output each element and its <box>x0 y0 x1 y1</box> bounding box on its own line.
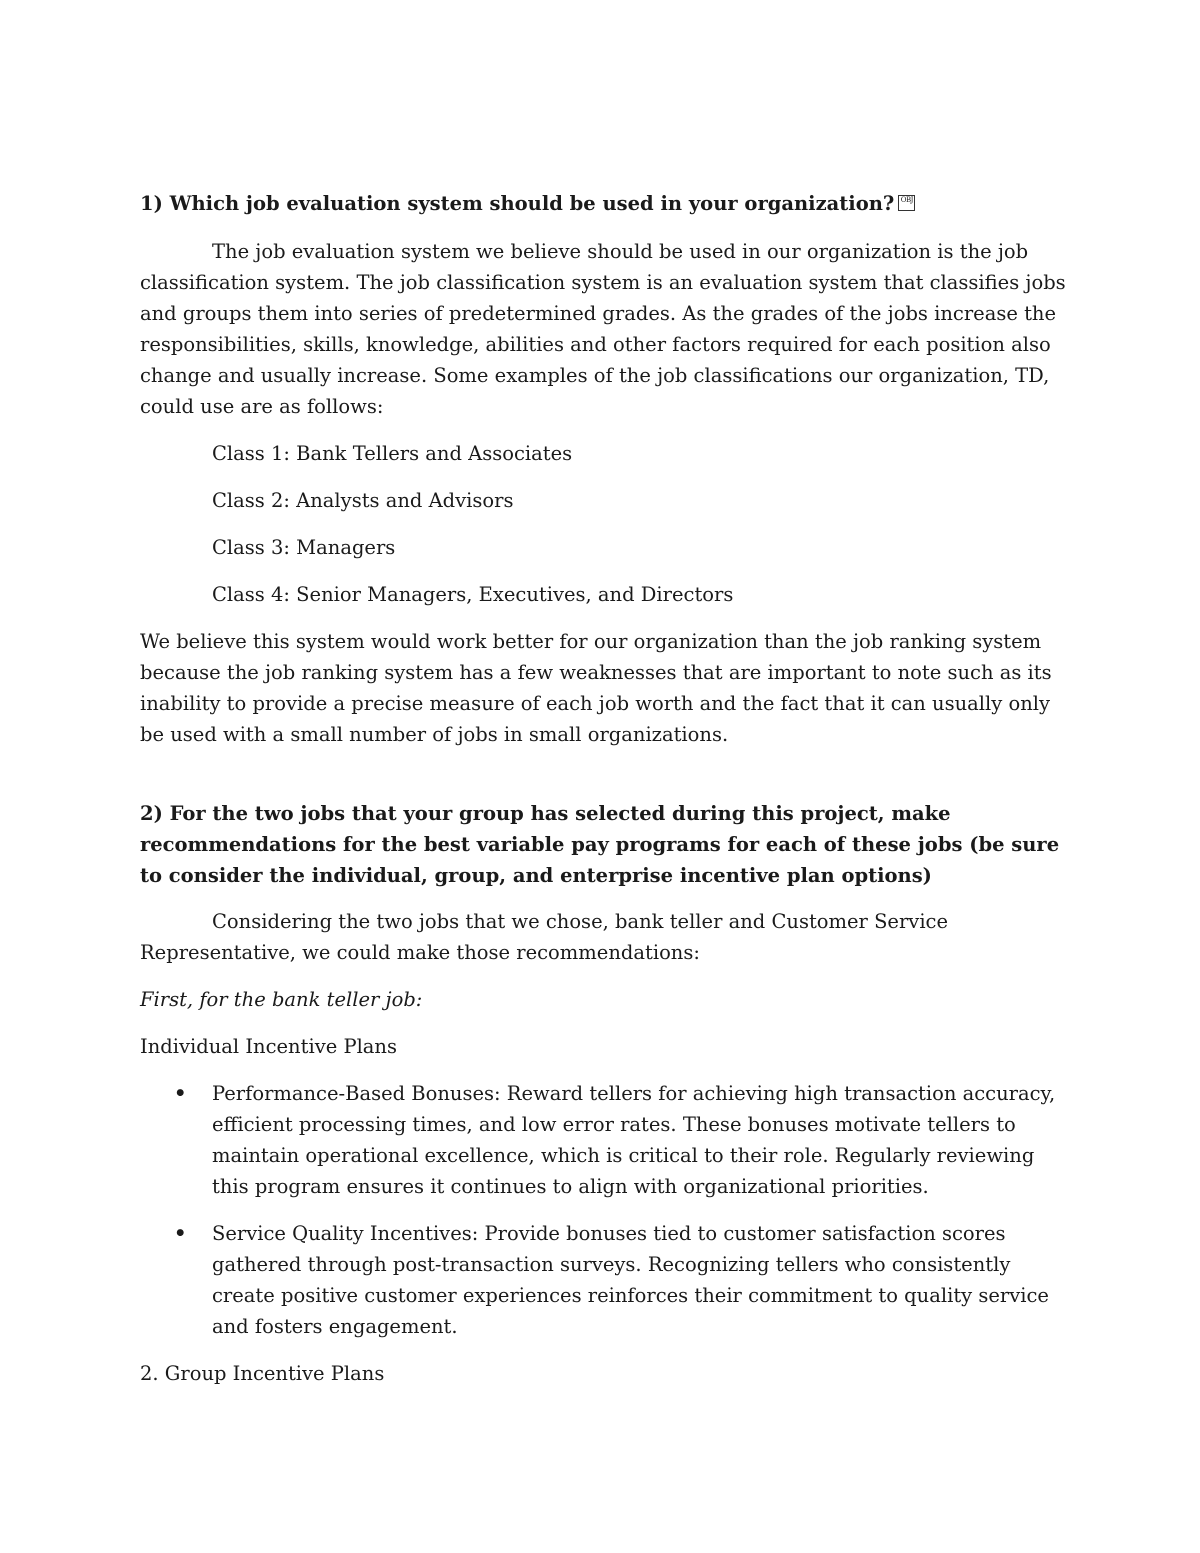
question-2-heading: 2) For the two jobs that your group has selected during this project, make recommendations for the best variable pay programs for each of these jobs (be sure to consider the individual, group, and enterprise incentive plan options) <box>140 802 1060 887</box>
classification-item-3: Class 3: Managers <box>212 536 396 559</box>
list-item <box>140 1078 1070 1202</box>
classification-item-4: Class 4: Senior Managers, Executives, and Directors <box>212 583 734 606</box>
embedded-object-icon: OBJ <box>898 195 915 211</box>
question-1-intro-paragraph: The job evaluation system we believe should be used in our organization is the job classification system. The job classification system is an evaluation system that classifies jobs and groups them into series of predetermined grades. As the grades of the jobs increase the responsibilities, skills, knowledge, abilities and other factors required for each position also change and usually increase. Some examples of the job classifications our organization, TD, could use are as follows: <box>140 240 1066 418</box>
individual-incentive-plans-title: Individual Incentive Plans <box>140 1035 397 1058</box>
question-2-intro-paragraph: Considering the two jobs that we chose, bank teller and Customer Service Representative, we could make those recommendations: <box>140 910 949 964</box>
question-1-heading <box>140 188 1070 219</box>
classification-item-2: Class 2: Analysts and Advisors <box>212 489 514 512</box>
bullet-text-service-quality-incentives: Service Quality Incentives: Provide bonuses tied to customer satisfaction scores gathered through post-transaction surveys. Recognizing tellers who consistently create positive customer experiences reinforces their commitment to quality service and fosters engagement. <box>212 1222 1049 1338</box>
bullet-text-performance-bonuses: Performance-Based Bonuses: Reward tellers for achieving high transaction accuracy, efficient processing times, and low error rates. These bonuses motivate tellers to maintain operational excellence, which is critical to their role. Regularly reviewing this program ensures it continues to align with organizational priorities. <box>212 1082 1056 1198</box>
bank-teller-subheading: First, for the bank teller job: <box>140 988 423 1011</box>
document-page <box>140 188 1070 1389</box>
bullet-icon: • <box>174 1082 187 1105</box>
question-1-heading-text: 1) Which job evaluation system should be used in your organization? <box>140 192 895 215</box>
group-incentive-plans-title: 2. Group Incentive Plans <box>140 1362 385 1385</box>
classification-item-1: Class 1: Bank Tellers and Associates <box>212 442 573 465</box>
question-1-conclusion-paragraph: We believe this system would work better for our organization than the job ranking system because the job ranking system has a few weaknesses that are important to note such as its inability to provide a precise measure of each job worth and the fact that it can usually only be used with a small number of jobs in small organizations. <box>140 630 1052 746</box>
list-item <box>140 1218 1070 1342</box>
incentive-bullet-list <box>140 1078 1070 1342</box>
bullet-icon: • <box>174 1222 187 1245</box>
section-spacer <box>140 750 1070 798</box>
